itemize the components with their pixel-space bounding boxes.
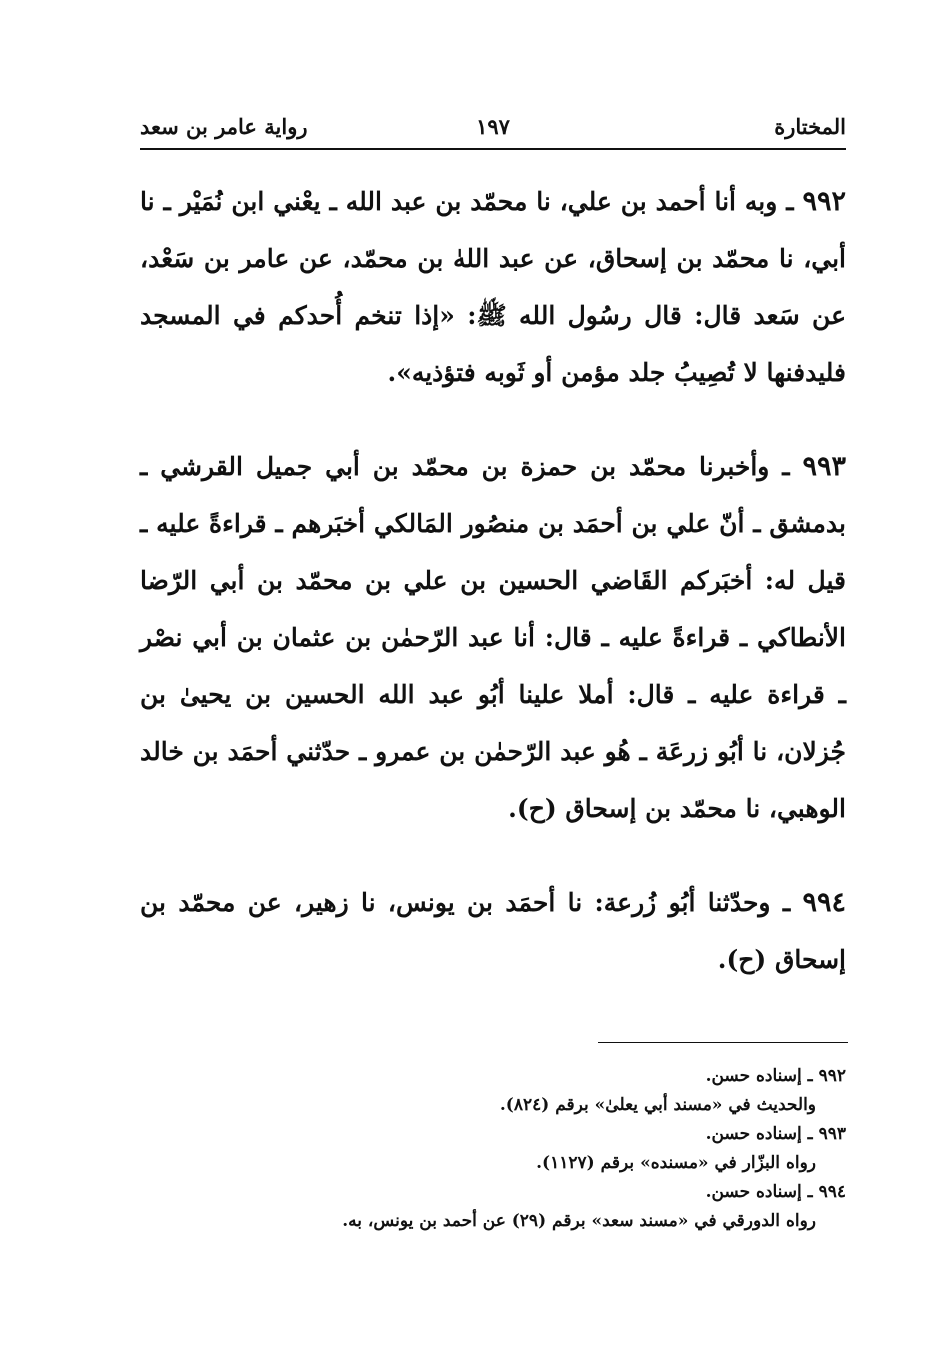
footnote-line: والحديث في «مسند أبي يعلىٰ» برقم (٨٢٤). <box>499 1095 816 1115</box>
footnote-line: رواه البزّار في «مسنده» برقم (١١٢٧). <box>536 1153 816 1173</box>
page-number: ١٩٧ <box>476 114 510 139</box>
footnote-line: ٩٩٢ ـ إسناده حسن. <box>705 1066 846 1086</box>
paragraph-993 <box>140 438 846 837</box>
hadith-text: ـ وأخبرنا محمّد بن حمزة بن محمّد بن أبي جميل القرشي ـ بدمشق ـ أنّ علي بن أحمَد بن منصُور المَالكي أخبَرهم ـ قراءةً عليه ـ قيل له: أخبَركم القَاضي الحسين بن علي بن محمّد بن أبي الرّضا الأنطاكي ـ قراءةً عليه ـ قال: أنا عبد الرّحمٰن بن عثمان بن أبي نصْر ـ قراءة عليه ـ قال: أملا علينا أبُو عبد الله الحسين بن يحيىٰ بن جُزلان، نا أبُو زرعَة ـ هُو عبد الرّحمٰن بن عمرو ـ حدّثني أحمَد بن خالد الوهبي، نا محمّد بن إسحاق (ح). <box>140 452 846 823</box>
footnote-line: ٩٩٣ ـ إسناده حسن. <box>705 1124 846 1144</box>
section-title: رواية عامر بن سعد <box>140 114 308 139</box>
main-text <box>140 173 846 1025</box>
footnote-line: رواه الدورقي في «مسند سعد» برقم (٢٩) عن أحمد بن يونس، به. <box>342 1211 816 1231</box>
footnote-separator <box>598 1042 848 1043</box>
hadith-text: ـ وبه أنا أحمد بن علي، نا محمّد بن عبد الله ـ يعْني ابن نُمَيْر ـ نا أبي، نا محمّد بن إسحاق، عن عبد اللهٰ بن محمّد، عن عامر بن سَعْد، عن سَعد قال: قال رسُول الله ﷺ: «إذا تنخم أُحدكم في المسجد فليدفنها لا تُصِيبُ جلد مؤمن أو ثَوبه فتؤذيه». <box>140 187 846 387</box>
hadith-number: ٩٩٣ <box>802 451 846 482</box>
paragraph-992 <box>140 173 846 401</box>
hadith-number: ٩٩٤ <box>802 887 846 918</box>
hadith-text: ـ وحدّثنا أبُو زُرعة: نا أحمَد بن يونس، نا زهير، عن محمّد بن إسحاق (ح). <box>140 888 846 974</box>
page-header <box>140 110 846 150</box>
hadith-number: ٩٩٢ <box>802 186 846 217</box>
paragraph-994 <box>140 874 846 988</box>
footnotes <box>140 1062 846 1236</box>
footnote-line: ٩٩٤ ـ إسناده حسن. <box>705 1182 846 1202</box>
book-title: المختارة <box>774 114 846 139</box>
